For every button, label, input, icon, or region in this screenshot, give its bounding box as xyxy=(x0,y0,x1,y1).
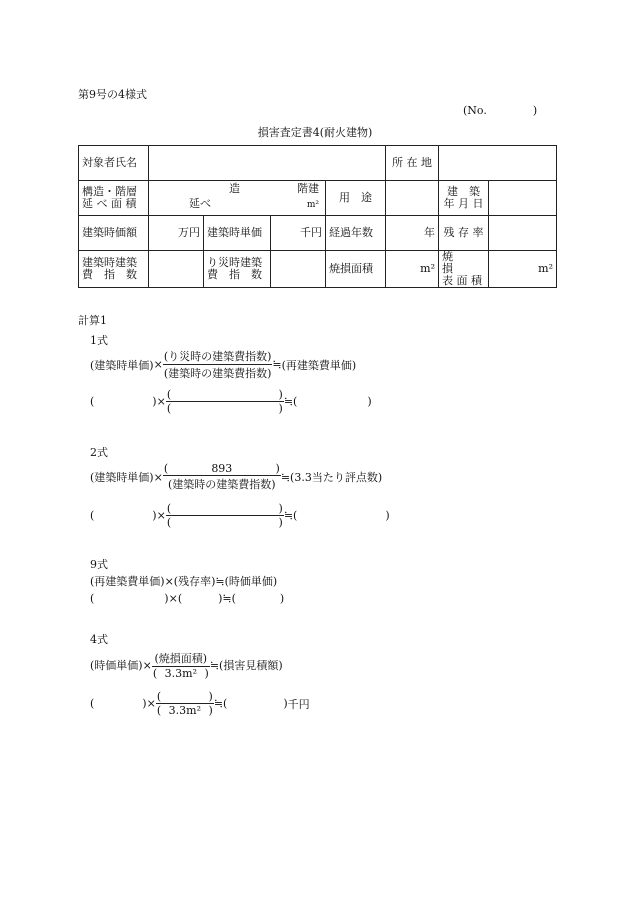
paren-close: ) xyxy=(278,388,283,401)
build-unit-unit[interactable]: 千円 xyxy=(271,216,326,251)
build-index-label xyxy=(79,251,149,288)
paren-open: ( xyxy=(293,509,298,522)
number-close: ) xyxy=(532,104,538,117)
approx-sign: ≒ xyxy=(272,358,282,371)
disaster-index-line1: り災時建築 xyxy=(207,256,262,269)
paren-open: ( xyxy=(166,402,172,415)
paren-open: ( xyxy=(163,462,169,475)
paren-close: ) xyxy=(367,395,372,408)
name-value[interactable] xyxy=(149,146,386,181)
formula1-blank xyxy=(90,388,372,415)
paren-close: ) xyxy=(208,690,213,703)
formula2-blank xyxy=(90,502,390,529)
formula4-numerator: (焼損面積) xyxy=(152,650,210,667)
burn-surface-line1: 焼 損 xyxy=(442,250,475,275)
number-label: (No. xyxy=(463,104,487,117)
blank-numerator xyxy=(166,502,284,516)
paren-close: ) xyxy=(204,667,209,680)
paren-open: ( xyxy=(166,388,172,401)
blank-fraction xyxy=(166,502,284,529)
years-unit[interactable]: 年 xyxy=(386,216,439,251)
formula4-denominator-value: 3.3m² xyxy=(164,667,197,680)
formula1-result: (再建築費単価) xyxy=(281,358,357,372)
formula1-numerator: (り災時の建築費指数) xyxy=(163,350,272,363)
unit-price-label: 建築時価額 xyxy=(79,216,149,251)
assessment-table xyxy=(78,145,557,288)
area-unit: m² xyxy=(306,200,319,210)
formula4-blank xyxy=(90,690,310,717)
paren-close: ) xyxy=(279,592,285,605)
formula4-a: (時価単価) xyxy=(90,659,143,672)
structure-label-line2: 延 べ 面 積 xyxy=(82,197,137,210)
formula3-blank xyxy=(90,592,284,605)
paren-close: ) xyxy=(152,509,157,522)
residual-label: 残 存 率 xyxy=(439,216,489,251)
name-label: 対象者氏名 xyxy=(79,146,149,181)
build-unit-label: 建築時単価 xyxy=(204,216,271,251)
formula1 xyxy=(90,348,356,381)
times-sign: × xyxy=(146,697,156,710)
paren-close: ) xyxy=(385,509,390,522)
number-field xyxy=(463,104,537,117)
zou-label: 造 xyxy=(229,182,240,195)
paren-close: ) xyxy=(278,402,283,415)
formula2-a: (建築時単価) xyxy=(90,471,154,484)
formula2-fraction xyxy=(163,462,281,492)
formula1-denominator: (建築時の建築費指数) xyxy=(163,367,272,380)
paren-open: ( xyxy=(231,592,236,605)
residual-value[interactable] xyxy=(489,216,557,251)
formula4 xyxy=(90,650,283,680)
burn-area-unit[interactable]: m² xyxy=(386,251,439,288)
address-value[interactable] xyxy=(439,146,557,181)
paren-close: ) xyxy=(278,516,283,529)
approx-sign: ≒ xyxy=(209,658,220,672)
blank-denominator-value: 3.3m² xyxy=(168,704,201,717)
disaster-index-label xyxy=(204,251,271,288)
paren-open: ( xyxy=(177,592,183,605)
paren-open: ( xyxy=(293,395,298,408)
paren-open: ( xyxy=(156,704,162,717)
nobe-label: 延べ xyxy=(189,197,211,210)
times-sign: × xyxy=(142,658,152,672)
formula2-label: 2式 xyxy=(90,446,108,459)
burn-surface-label xyxy=(439,251,489,288)
approx-sign: ≒ xyxy=(283,395,294,408)
blank-numerator xyxy=(156,690,214,704)
paren-close: ) xyxy=(283,697,288,710)
approx-sign: ≒ xyxy=(213,697,224,710)
formula4-denominator xyxy=(152,667,210,680)
use-value[interactable] xyxy=(386,181,439,216)
formula2-numerator xyxy=(163,462,281,476)
built-label-line2: 年 月 日 xyxy=(443,197,484,210)
formula4-result: (損害見積額) xyxy=(219,659,283,672)
formula4-label: 4式 xyxy=(90,633,108,646)
years-label: 経過年数 xyxy=(326,216,386,251)
built-date-value[interactable] xyxy=(489,181,557,216)
approx-sign: ≒ xyxy=(222,592,232,605)
times-sign: × xyxy=(153,470,163,484)
address-label: 所 在 地 xyxy=(386,146,439,181)
paren-close: ) xyxy=(218,592,223,605)
document-title: 損害査定書4(耐火建物) xyxy=(257,126,373,139)
paren-open: ( xyxy=(90,592,95,605)
burn-surface-unit[interactable]: m² xyxy=(489,251,557,288)
formula2-numerator-value: 893 xyxy=(211,462,233,475)
blank-denominator xyxy=(166,402,284,415)
formula2-result: (3.3当たり評点数) xyxy=(290,471,383,484)
formula3-label: 9式 xyxy=(90,558,108,571)
built-date-label xyxy=(439,181,489,216)
form-number: 第9号の4様式 xyxy=(78,88,147,101)
paren-open: ( xyxy=(90,509,95,522)
calc-heading: 計算1 xyxy=(78,314,107,327)
formula1-label: 1式 xyxy=(90,334,108,347)
thousand-yen-unit: 千円 xyxy=(287,697,310,711)
paren-open: ( xyxy=(223,697,228,710)
paren-close: ) xyxy=(164,592,169,605)
build-index-line1: 建築時建築 xyxy=(82,256,137,269)
built-label-line1: 建 築 xyxy=(447,185,480,198)
use-label: 用 途 xyxy=(326,181,386,216)
paren-close: ) xyxy=(278,502,283,515)
paren-open: ( xyxy=(90,697,95,710)
build-index-value[interactable] xyxy=(149,251,204,288)
times-sign: × xyxy=(168,592,178,605)
disaster-index-line2: 費 指 数 xyxy=(207,268,262,281)
build-index-line2: 費 指 数 xyxy=(82,268,137,281)
approx-sign: ≒ xyxy=(280,470,291,484)
kaidate-label: 階建 xyxy=(297,182,319,195)
structure-label-line1: 構造・階層 xyxy=(82,185,137,198)
structure-label xyxy=(79,181,149,216)
formula2 xyxy=(90,462,382,492)
paren-close: ) xyxy=(152,395,157,408)
blank-fraction xyxy=(166,388,284,415)
disaster-index-value[interactable] xyxy=(271,251,326,288)
paren-open: ( xyxy=(152,667,158,680)
blank-numerator xyxy=(166,388,284,402)
approx-sign: ≒ xyxy=(283,509,294,522)
paren-open: ( xyxy=(166,516,172,529)
paren-close: ) xyxy=(208,704,213,717)
paren-close: ) xyxy=(275,462,280,475)
burn-area-label: 焼損面積 xyxy=(326,251,386,288)
blank-denominator xyxy=(156,704,214,717)
blank-fraction xyxy=(156,690,214,717)
formula4-fraction xyxy=(152,650,210,680)
formula1-a: (建築時単価) xyxy=(90,358,154,372)
times-sign: × xyxy=(156,395,166,408)
times-sign: × xyxy=(153,358,163,371)
paren-close: ) xyxy=(142,697,147,710)
structure-value[interactable] xyxy=(149,181,326,216)
unit-price-unit[interactable]: 万円 xyxy=(149,216,204,251)
formula2-denominator: (建築時の建築費指数) xyxy=(168,478,276,491)
formula1-fraction xyxy=(163,348,273,381)
paren-open: ( xyxy=(156,690,162,703)
burn-surface-line2: 表 面 積 xyxy=(442,274,482,287)
paren-open: ( xyxy=(90,395,95,408)
paren-open: ( xyxy=(166,502,172,515)
times-sign: × xyxy=(156,509,166,522)
blank-denominator xyxy=(166,516,284,529)
formula3: (再建築費単価)×(残存率)≒(時価単価) xyxy=(90,575,278,588)
